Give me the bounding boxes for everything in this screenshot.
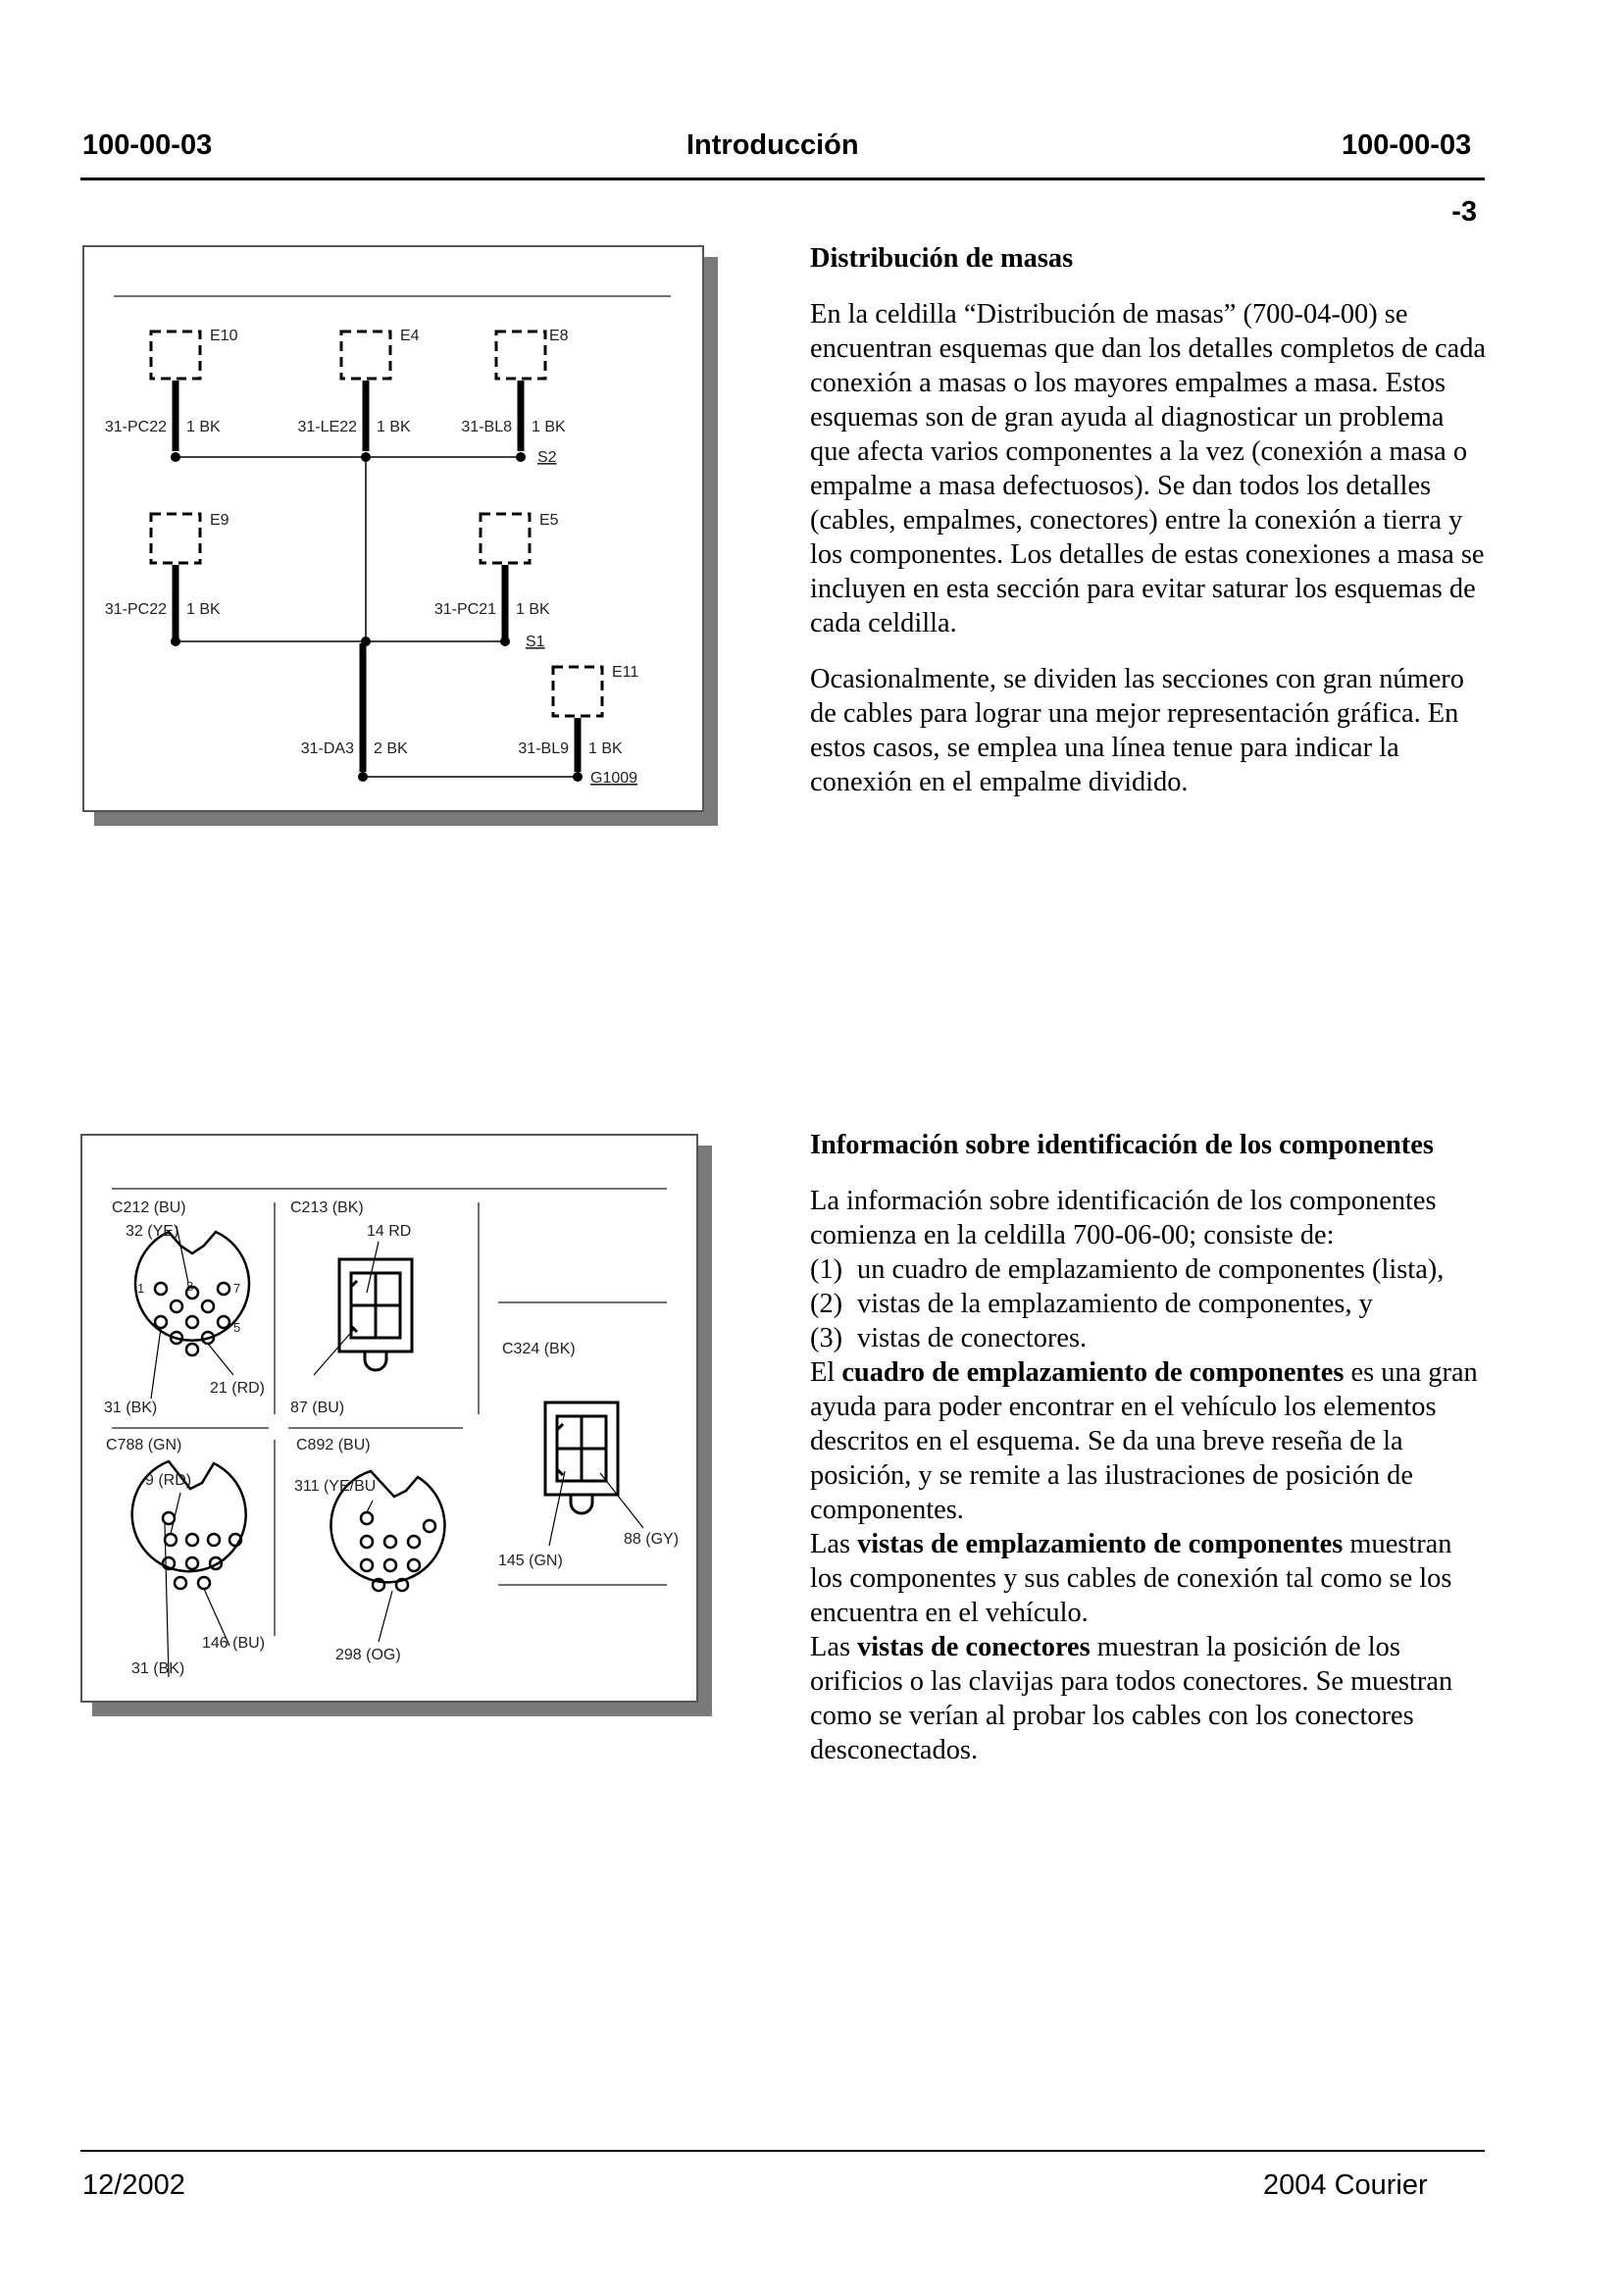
c212-top-wire: 32 (YE) (126, 1223, 179, 1240)
c212-pin: 5 (233, 1320, 241, 1335)
connector-views-diagram (82, 1136, 696, 1701)
paragraph: Ocasionalmente, se dividen las secciones con gran número de cables para lograr una mejor representación gráfica. En estos casos, se emplea una línea tenue para indicar la conexión en el empalme dividido. (810, 664, 1464, 797)
section-component-identification (810, 1128, 1487, 1767)
section-ground-distribution (810, 241, 1487, 799)
component-e11: E11 (612, 664, 639, 681)
paragraph: En la celdilla “Distribución de masas” (700-04-00) se encuentran esquemas que dan los detalles completos de cada conexión a masas o los mayores empalmes a masa. Estos esquemas son de gran ayuda al diagnosticar un problema que afecta varios componentes a la vez (conexión a masa o empalme a masa defectuosos). Se dan todos los detalles (cables, empalmes, conectores) entre la conexión a tierra y los componentes. Los detalles de estas conexiones a masa se incluyen en esta sección para evitar saturar los esquemas de cada celdilla. (810, 299, 1486, 638)
c212-pin: 7 (233, 1281, 241, 1296)
wire-circuit: 31-LE22 (297, 419, 357, 435)
component-e8: E8 (549, 328, 569, 344)
wire-gauge: 1 BK (186, 419, 221, 435)
c788-left-wire: 31 (BK) (131, 1660, 185, 1677)
c212-right-wire: 21 (RD) (210, 1380, 266, 1397)
c788-top-wire: 9 (RD) (145, 1472, 192, 1489)
ground-distribution-diagram (84, 247, 702, 810)
footer-date: 12/2002 (82, 2169, 185, 2201)
c212-pin: 8 (186, 1279, 194, 1294)
page-number: -3 (1451, 196, 1477, 228)
wire-gauge: 1 BK (377, 419, 411, 435)
paragraph: El cuadro de emplazamiento de componentes es una gran ayuda para poder encontrar en el vehículo los elementos descritos en el esquema. Se da una breve reseña de la posición, y se remite a las ilustraciones de posición de componentes. (810, 1357, 1478, 1525)
paragraph: Las vistas de conectores muestran la posición de los orificios o las clavijas para todos conectores. Se muestran como se verían al probar los cables con los conectores desconectados. (810, 1632, 1453, 1765)
header-rule (80, 178, 1485, 180)
connector-views-figure (80, 1134, 712, 1716)
c324-bottom-wire: 145 (GN) (498, 1553, 563, 1569)
footer-model: 2004 Courier (1263, 2169, 1428, 2201)
list-item: (3) vistas de conectores. (810, 1323, 1088, 1353)
wire-gauge: 1 BK (186, 601, 221, 618)
splice-s2: S2 (537, 449, 557, 466)
c212-left-wire: 31 (BK) (104, 1400, 158, 1416)
c892-name: C892 (BU) (296, 1437, 371, 1453)
c788-right-wire: 146 (BU) (202, 1635, 266, 1652)
ground-distribution-figure (82, 245, 718, 826)
c212-name: C212 (BU) (112, 1199, 186, 1216)
wire-circuit: 31-DA3 (300, 740, 354, 757)
c892-top-wire: 311 (YE/BU (294, 1478, 377, 1495)
section-heading: Distribución de masas (810, 243, 1074, 274)
wire-circuit: 31-PC22 (104, 419, 167, 435)
component-e4: E4 (400, 328, 420, 344)
header-title: Introducción (686, 129, 859, 161)
wire-circuit: 31-BL8 (461, 419, 512, 435)
wire-circuit: 31-BL9 (518, 740, 569, 757)
c324-name: C324 (BK) (502, 1341, 576, 1357)
footer-rule (80, 2150, 1485, 2152)
wire-gauge: 1 BK (532, 419, 566, 435)
header-left-code: 100-00-03 (82, 129, 213, 161)
header-right-code: 100-00-03 (1342, 129, 1472, 161)
wire-gauge: 1 BK (588, 740, 623, 757)
component-e10: E10 (210, 328, 238, 344)
c324-right-wire: 88 (GY) (624, 1531, 680, 1548)
component-e5: E5 (539, 512, 559, 529)
wire-gauge: 1 BK (516, 601, 550, 618)
section-heading: Información sobre identificación de los componentes (810, 1130, 1434, 1160)
wire-circuit: 31-PC21 (433, 601, 496, 618)
list-item: (1) un cuadro de emplazamiento de componentes (lista), (810, 1254, 1445, 1285)
splice-s1: S1 (526, 634, 545, 650)
c212-pin: 1 (137, 1281, 145, 1296)
component-e9: E9 (210, 512, 229, 529)
c788-name: C788 (GN) (106, 1437, 182, 1453)
wire-circuit: 31-PC22 (104, 601, 167, 618)
list-item: (2) vistas de la emplazamiento de componentes, y (810, 1289, 1373, 1319)
c892-bottom-wire: 298 (OG) (335, 1647, 401, 1663)
paragraph: Las vistas de emplazamiento de componentes muestran los componentes y sus cables de conexión tal como se los encuentra en el vehículo. (810, 1529, 1452, 1628)
c213-name: C213 (BK) (290, 1199, 364, 1216)
c213-bottom-wire: 87 (BU) (290, 1400, 345, 1416)
paragraph: La información sobre identificación de los componentes comienza en la celdilla 700-06-00; consiste de: (810, 1186, 1437, 1250)
c213-top-wire: 14 RD (367, 1223, 412, 1240)
ground-g1009: G1009 (590, 770, 638, 787)
wire-gauge: 2 BK (374, 740, 408, 757)
